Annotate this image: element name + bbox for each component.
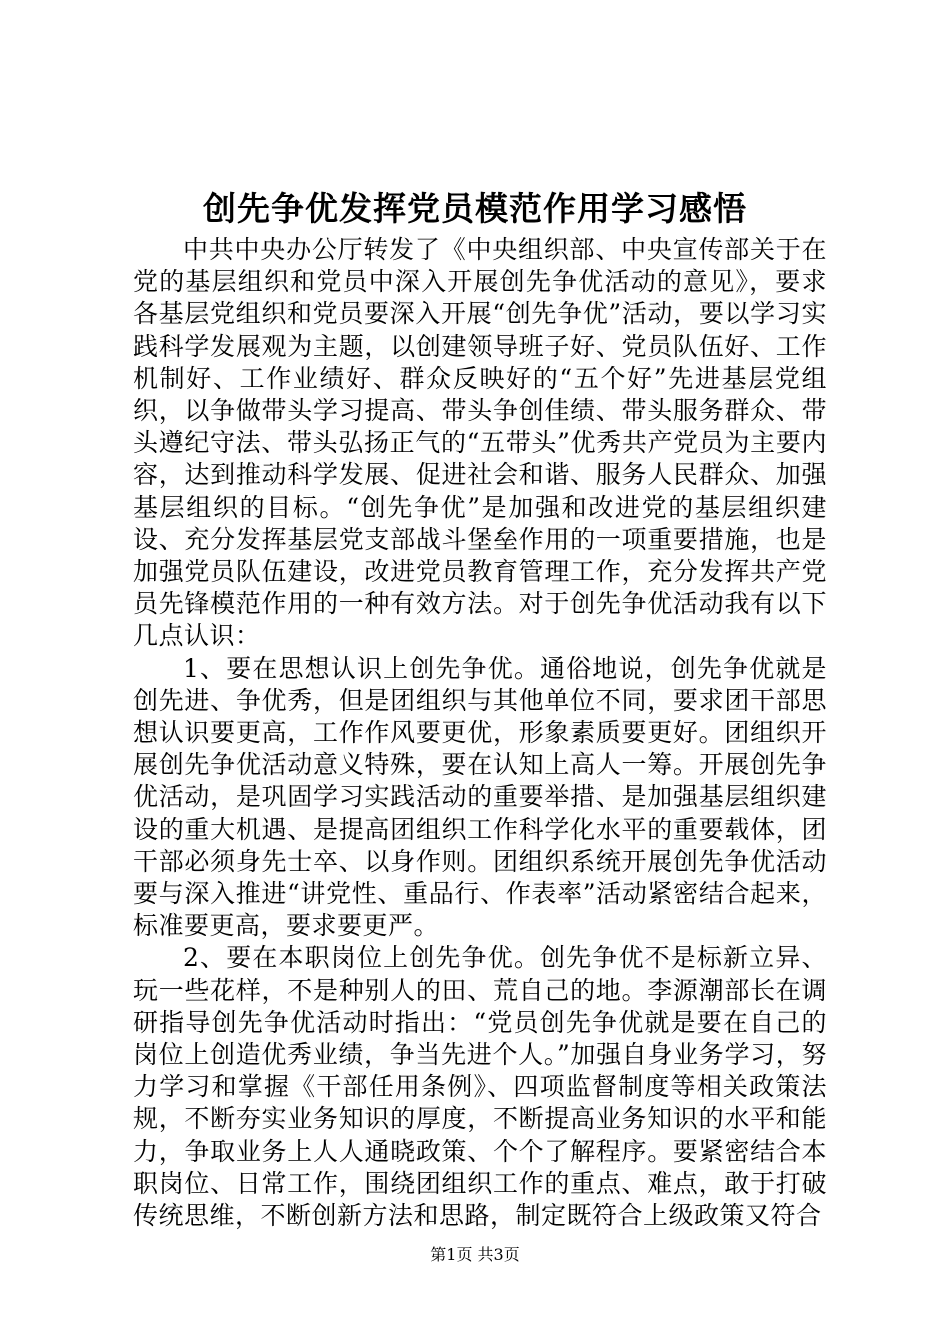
paragraph-point-1: 1、要在思想认识上创先争优。通俗地说，创先争优就是创先进、争优秀，但是团组织与其他单位不同，要求团干部思想认识要更高，工作作风要更优，形象素质要更好。团组织开展创先争优活动意义特殊，要在认知上高人一筹。开展创先争优活动，是巩固学习实践活动的重要举措、是加强基层组织建设的重大机遇、是提高团组织工作科学化水平的重要载体，团干部必须身先士卒、以身作则。团组织系统开展创先争优活动要与深入推进“讲党性、重品行、作表率”活动紧密结合起来，标准要更高，要求要更严。 <box>133 653 827 941</box>
paragraph-point-2: 2、要在本职岗位上创先争优。创先争优不是标新立异、玩一些花样，不是种别人的田、荒自己的地。李源潮部长在调研指导创先争优活动时指出：“党员创先争优就是要在自己的岗位上创造优秀业绩，争当先进个人。”加强自身业务学习，努力学习和掌握《干部任用条例》、四项监督制度等相关政策法规，不断夯实业务知识的厚度，不断提高业务知识的水平和能力，争取业务上人人通晓政策、个个了解程序。要紧密结合本职岗位、日常工作，围绕团组织工作的重点、难点，敢于打破传统思维，不断创新方法和思路，制定既符合上级政策又符合 <box>133 943 827 1231</box>
page-number-footer: 第1页 共3页 <box>430 1245 520 1264</box>
paragraph-intro: 中共中央办公厅转发了《中央组织部、中央宣传部关于在党的基层组织和党员中深入开展创先争优活动的意见》，要求各基层党组织和党员要深入开展“创先争优”活动，要以学习实践科学发展观为主题，以创建领导班子好、党员队伍好、工作机制好、工作业绩好、群众反映好的“五个好”先进基层党组织，以争做带头学习提高、带头争创佳绩、带头服务群众、带头遵纪守法、带头弘扬正气的“五带头”优秀共产党员为主要内容，达到推动科学发展、促进社会和谐、服务人民群众、加强基层组织的目标。“创先争优”是加强和改进党的基层组织建设、充分发挥基层党支部战斗堡垒作用的一项重要措施，也是加强党员队伍建设，改进党员教育管理工作，充分发挥共产党员先锋模范作用的一种有效方法。对于创先争优活动我有以下几点认识： <box>133 235 827 651</box>
document-title: 创先争优发挥党员模范作用学习感悟 <box>203 189 747 228</box>
document-body <box>133 234 827 1232</box>
